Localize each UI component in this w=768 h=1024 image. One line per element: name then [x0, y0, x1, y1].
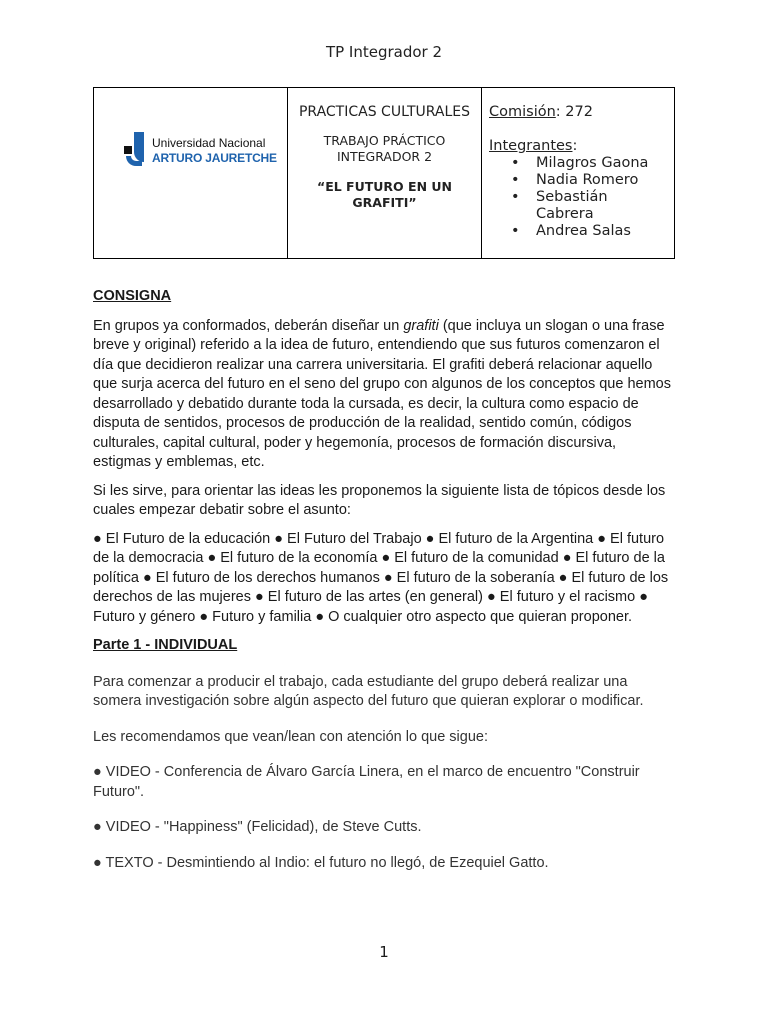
commission-label: Comisión — [489, 104, 556, 120]
logo-line-2: ARTURO JAURETCHE — [152, 151, 277, 165]
document-header: TP Integrador 2 — [325, 43, 443, 61]
commission-row — [489, 104, 674, 121]
commission-value: : 272 — [555, 104, 593, 120]
header-table — [93, 87, 675, 259]
members-list — [489, 155, 674, 240]
resource-video-happiness: ● VIDEO - "Happiness" (Felicidad), de Steve Cutts. — [93, 819, 422, 835]
resource-video-linera: ● VIDEO - Conferencia de Álvaro García Linera, en el marco de encuentro "Construir Futuro". — [93, 764, 640, 800]
consigna-paragraph-2: Si les sirve, para orientar las ideas les proponemos la siguiente lista de tópicos desde los cuales empezar debatir sobre el asunto: — [93, 482, 666, 518]
logo-cell — [94, 88, 288, 258]
list-item: • Nadia Romero — [536, 172, 674, 189]
part1-paragraph-2: Les recomendamos que vean/lean con atención lo que sigue: — [93, 728, 488, 745]
course-type: TRABAJO PRÁCTICO INTEGRADOR 2 — [323, 133, 446, 164]
list-item: • Sebastián Cabrera — [536, 189, 621, 223]
page-number: 1 — [379, 943, 389, 961]
consigna-heading: CONSIGNA — [93, 288, 172, 304]
university-logo — [124, 132, 277, 170]
course-name: PRACTICAS CULTURALES — [298, 104, 471, 120]
info-cell — [482, 88, 674, 258]
list-item: • Milagros Gaona — [536, 155, 674, 172]
part1-paragraph-1: Para comenzar a producir el trabajo, cada estudiante del grupo deberá realizar una somera investigación sobre algún aspecto del futuro que quieran explorar o modificar. — [93, 673, 644, 709]
part1-heading: Parte 1 - INDIVIDUAL — [93, 637, 238, 653]
university-logo-icon — [124, 132, 146, 170]
logo-line-1: Universidad Nacional — [152, 136, 266, 150]
consigna-paragraph-1: En grupos ya conformados, deberán diseñar un grafiti (que incluya un slogan o una frase breve y original) referido a la idea de futuro, entendiendo que sus futuros comenzaron el día que decidieron realizar una carrera universitaria. El grafiti deberá relacionar aquello que surja acerca del futuro en el seno del grupo con algunos de los conceptos que hemos desarrollado y debatido durante toda la cursada, es decir, la cultura como espacio de disputa de sentidos, procesos de producción de la realidad, sentido común, códigos culturales, capital cultural, poder y hegemonía, procesos de formación discursiva, estigmas y emblemas, etc. — [93, 317, 671, 470]
course-cell — [288, 88, 482, 258]
grafiti-emphasis: grafiti — [403, 317, 439, 334]
resource-text-gatto: ● TEXTO - Desmintiendo al Indio: el futuro no llegó, de Ezequiel Gatto. — [93, 854, 549, 871]
members-heading: Integrantes: — [489, 138, 578, 154]
topics-list: ● El Futuro de la educación ● El Futuro del Trabajo ● El futuro de la Argentina ● El futuro de la democracia ● El futuro de la economía ● El futuro de la comunidad ● El futuro de la política ● El futuro de los derechos humanos ● El futuro de la soberanía ● El futuro de los derechos de las mujeres ● El futuro de las artes (en general) ● El futuro y el racismo ● Futuro y género ● Futuro y familia ● O cualquier otro aspecto que quieran proponer. — [93, 530, 669, 625]
course-title: “EL FUTURO EN UN GRAFITI” — [316, 179, 452, 210]
list-item: • Andrea Salas — [536, 223, 674, 240]
document-body — [93, 287, 678, 889]
members-label: Integrantes — [489, 138, 573, 154]
